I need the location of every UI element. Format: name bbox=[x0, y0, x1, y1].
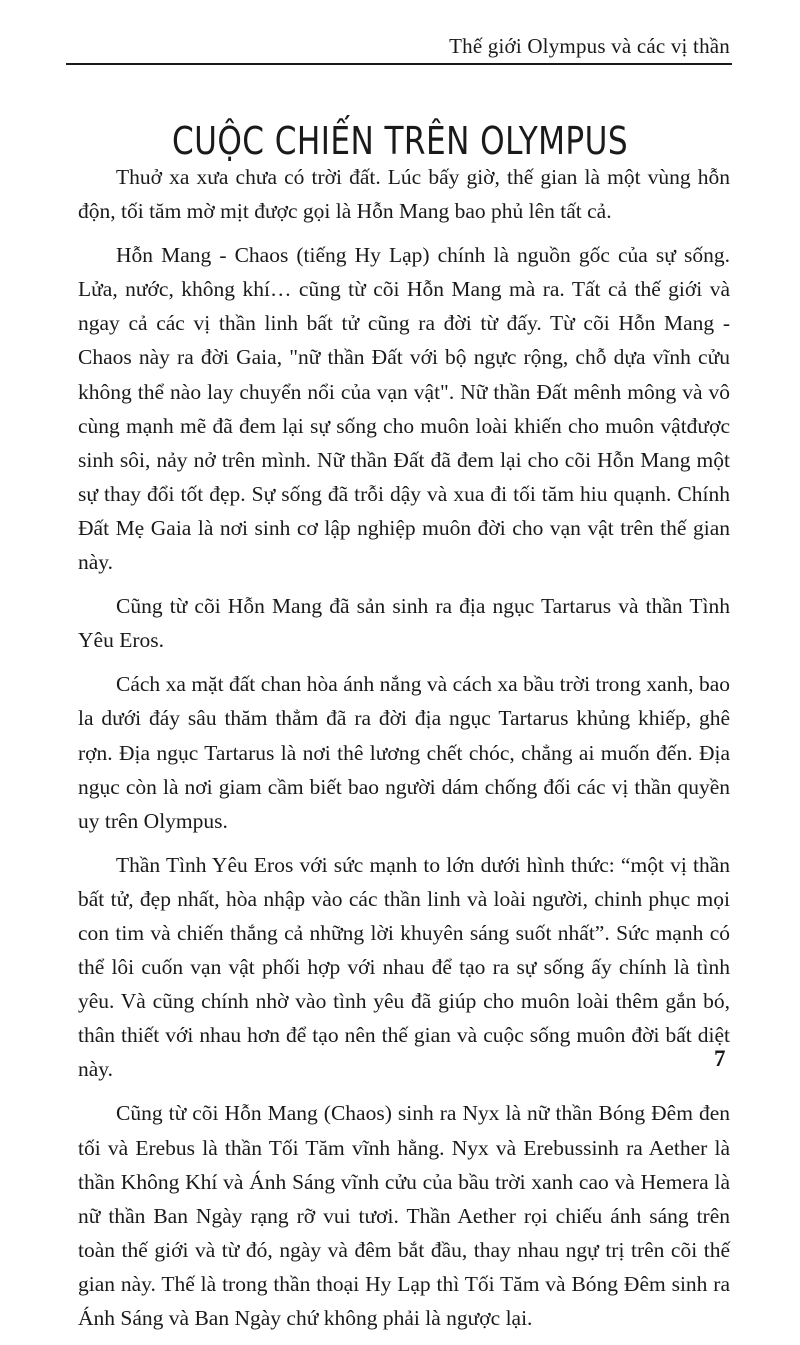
chapter-title: CUỘC CHIẾN TRÊN OLYMPUS bbox=[171, 119, 629, 164]
page-number: 7 bbox=[714, 1046, 726, 1071]
paragraph: Thần Tình Yêu Eros với sức mạnh to lớn dưới hình thức: “một vị thần bất tử, đẹp nhất, hòa nhập vào các thần linh và loài người, chinh phục mọi con tim và chiến thắng cả những lời khuyên sáng suốt nhất”. Sức mạnh có thể lôi cuốn vạn vật phối hợp với nhau để tạo ra sự sống ấy chính là tình yêu. Và cũng chính nhờ vào tình yêu đã giúp cho muôn loài thêm gắn bó, thân thiết với nhau hơn để tạo nên thế gian và cuộc sống muôn đời bất diệt này. bbox=[78, 852, 730, 1082]
paragraph: Hỗn Mang - Chaos (tiếng Hy Lạp) chính là nguồn gốc của sự sống. Lửa, nước, không khí… cũng từ cõi Hỗn Mang mà ra. Tất cả thế giới và ngay cả các vị thần linh bất tử cũng ra đời từ đấy. Từ cõi Hỗn Mang - Chaos này ra đời Gaia, "nữ thần Đất với bộ ngực rộng, chỗ dựa vĩnh cửu không thể nào lay chuyển nổi của vạn vật". Nữ thần Đất mênh mông và vô cùng mạnh mẽ đã đem lại sự sống cho muôn loài khiến cho muôn vậtđược sinh sôi, nảy nở trên mình. Nữ thần Đất đã đem lại cho cõi Hỗn Mang một sự thay đổi tốt đẹp. Sự sống đã trỗi dậy và xua đi tối tăm hiu quạnh. Chính Đất Mẹ Gaia là nơi sinh cơ lập nghiệp muôn đời cho vạn vật trên thế gian này. bbox=[78, 243, 730, 575]
paragraph: Cũng từ cõi Hỗn Mang đã sản sinh ra địa ngục Tartarus và thần Tình Yêu Eros. bbox=[78, 594, 730, 653]
running-header: Thế giới Olympus và các vị thần bbox=[449, 34, 730, 58]
paragraph: Cách xa mặt đất chan hòa ánh nắng và cách xa bầu trời trong xanh, bao la dưới đáy sâu thăm thẳm đã ra đời địa ngục Tartarus khủng khiếp, ghê rợn. Địa ngục Tartarus là nơi thê lương chết chóc, chẳng ai muốn đến. Địa ngục còn là nơi giam cầm biết bao người dám chống đối các vị thần quyền uy trên Olympus. bbox=[78, 672, 730, 833]
body-text bbox=[78, 160, 730, 1345]
paragraph: Thuở xa xưa chưa có trời đất. Lúc bấy giờ, thế gian là một vùng hỗn độn, tối tăm mờ mịt được gọi là Hỗn Mang bao phủ lên tất cả. bbox=[78, 165, 730, 224]
header-rule bbox=[66, 63, 732, 65]
paragraph: Cũng từ cõi Hỗn Mang (Chaos) sinh ra Nyx là nữ thần Bóng Đêm đen tối và Erebus là thần Tối Tăm vĩnh hằng. Nyx và Erebussinh ra Aether là thần Không Khí và Ánh Sáng vĩnh cửu của bầu trời xanh cao và Hemera là nữ thần Ban Ngày rạng rỡ vui tươi. Thần Aether rọi chiếu ánh sáng trên toàn thế giới và từ đó, ngày và đêm bắt đầu, thay nhau ngự trị trên cõi thế gian này. Thế là trong thần thoại Hy Lạp thì Tối Tăm và Bóng Đêm sinh ra Ánh Sáng và Ban Ngày chứ không phải là ngược lại. bbox=[78, 1101, 730, 1330]
